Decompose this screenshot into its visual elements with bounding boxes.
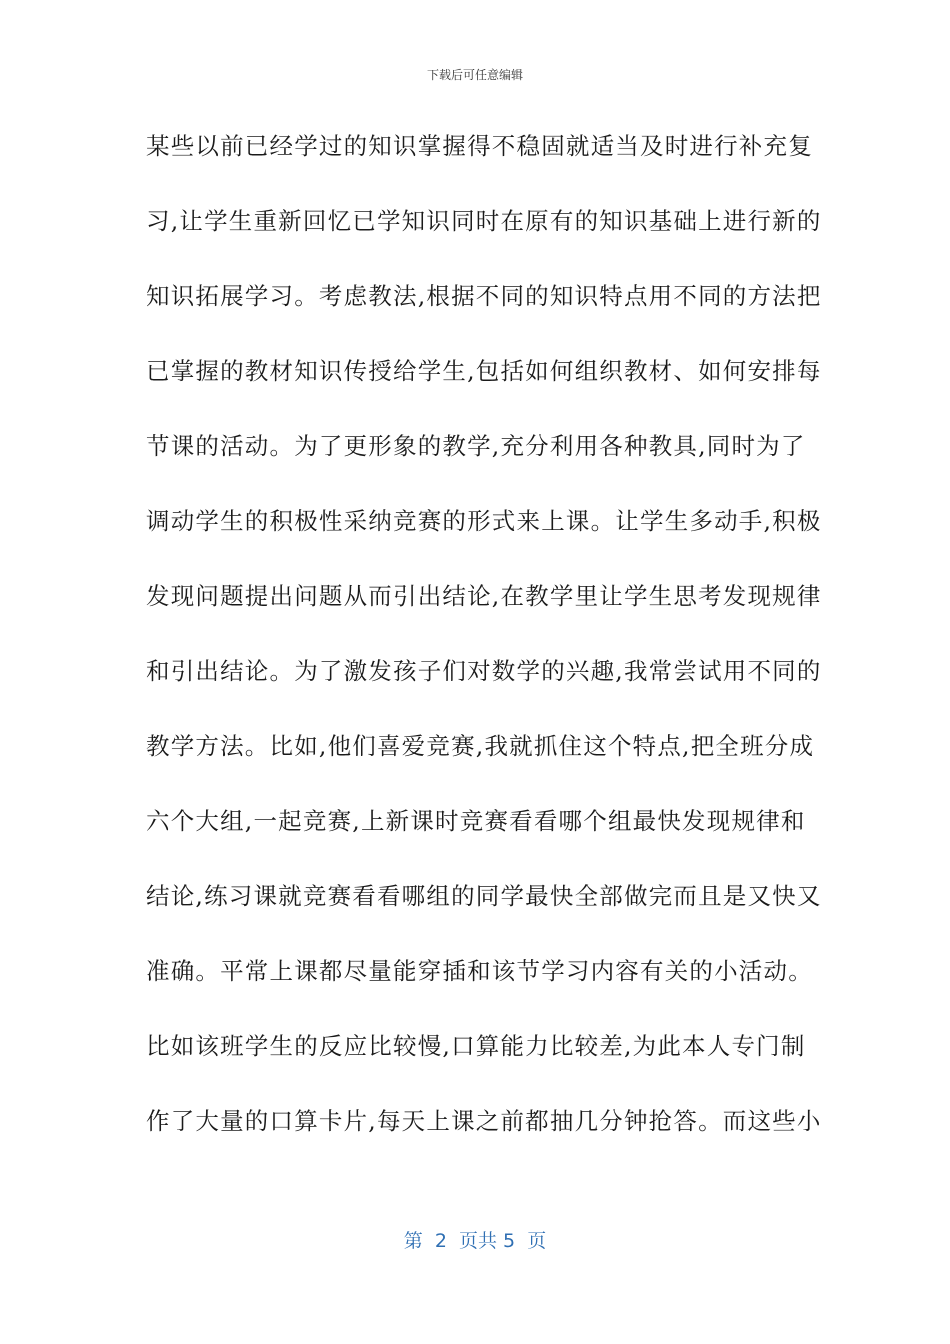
paragraph-line: 习,让学生重新回忆已学知识同时在原有的知识基础上进行新的	[146, 207, 822, 235]
paragraph-line: 和引出结论。为了激发孩子们对数学的兴趣,我常尝试用不同的	[146, 657, 822, 685]
paragraph-line: 节课的活动。为了更形象的教学,充分利用各种教具,同时为了	[146, 432, 806, 460]
paragraph-line: 结论,练习课就竞赛看看哪组的同学最快全部做完而且是又快又	[146, 882, 822, 910]
paragraph-line: 作了大量的口算卡片,每天上课之前都抽几分钟抢答。而这些小	[146, 1107, 822, 1135]
page-number: 第 2 页共 5 页	[403, 1230, 547, 1252]
paragraph-line: 比如该班学生的反应比较慢,口算能力比较差,为此本人专门制	[146, 1032, 806, 1060]
paragraph-line: 某些以前已经学过的知识掌握得不稳固就适当及时进行补充复	[146, 132, 813, 160]
paragraph-line: 发现问题提出问题从而引出结论,在教学里让学生思考发现规律	[146, 582, 822, 610]
page-header: 下载后可任意编辑	[426, 68, 523, 82]
document-body	[146, 124, 822, 1174]
paragraph-line: 调动学生的积极性采纳竞赛的形式来上课。让学生多动手,积极	[146, 507, 822, 535]
paragraph-line: 六个大组,一起竞赛,上新课时竞赛看看哪个组最快发现规律和	[146, 807, 806, 835]
paragraph-line: 教学方法。比如,他们喜爱竞赛,我就抓住这个特点,把全班分成	[146, 732, 815, 760]
paragraph-line: 准确。平常上课都尽量能穿插和该节学习内容有关的小活动。	[146, 957, 813, 985]
paragraph-line: 已掌握的教材知识传授给学生,包括如何组织教材、如何安排每	[146, 357, 822, 385]
paragraph-line: 知识拓展学习。考虑教法,根据不同的知识特点用不同的方法把	[146, 282, 822, 310]
